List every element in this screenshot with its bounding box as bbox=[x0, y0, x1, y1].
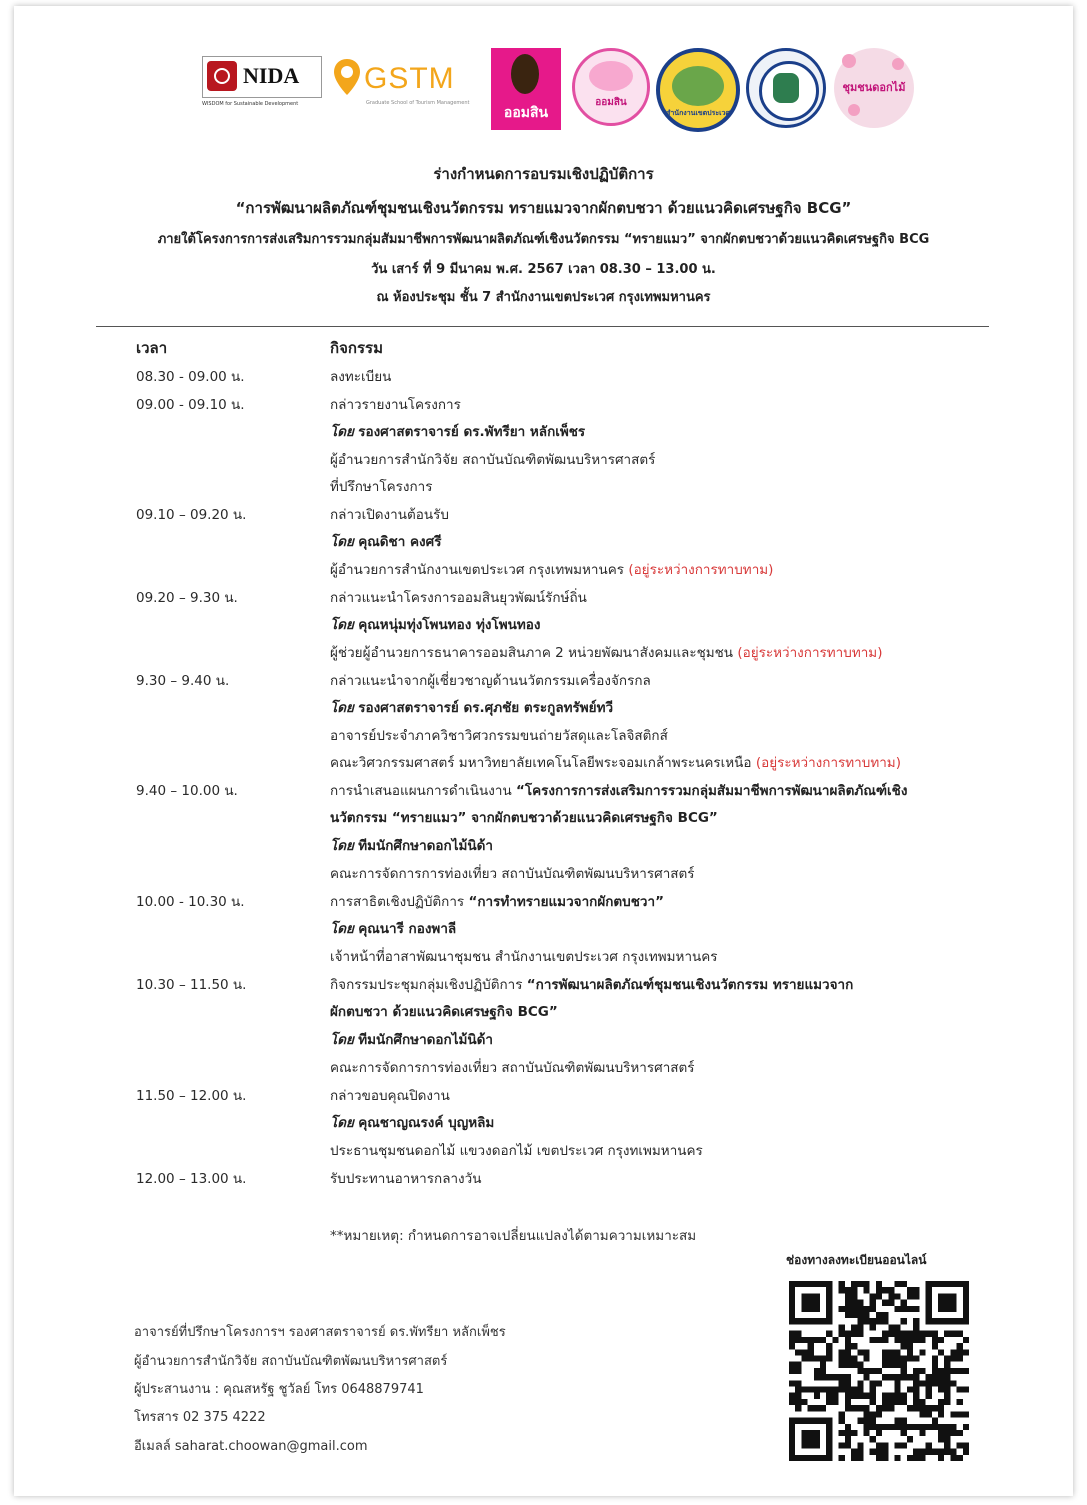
nida-logo bbox=[202, 56, 320, 111]
schedule-time: 9.30 – 9.40 น. bbox=[136, 673, 230, 689]
schedule-time: 12.00 – 13.00 น. bbox=[136, 1171, 247, 1187]
speaker-role bbox=[330, 641, 882, 663]
nida-tagline: WISDOM for Sustainable Development bbox=[202, 101, 299, 107]
by-label: โดย bbox=[330, 424, 354, 440]
speaker-line bbox=[330, 613, 540, 635]
speaker-role bbox=[330, 558, 773, 580]
pending-status: (อยู่ระหว่างการทาบทาม) bbox=[737, 645, 883, 661]
speaker-line bbox=[330, 420, 585, 442]
online-registration-label: ช่องทางลงทะเบียนออนไลน์ bbox=[786, 1253, 927, 1267]
gsb-logo bbox=[491, 48, 561, 130]
schedule-activity: กล่าวรายงานโครงการ bbox=[330, 397, 461, 413]
speaker-line bbox=[330, 530, 441, 552]
email-line: อีเมลล์ saharat.choowan@gmail.com bbox=[134, 1439, 368, 1454]
project-subtitle: ภายใต้โครงการการส่งเสริมการรวมกลุ่มสัมมาชีพการพัฒนาผลิตภัณฑ์เชิงนวัตกรรม “ทรายแมว” จากผักตบชวาด้วยแนวคิดเศรษฐกิจ BCG bbox=[157, 232, 930, 247]
schedule-time: 9.40 – 10.00 น. bbox=[136, 783, 238, 799]
schedule-time: 08.30 - 09.00 น. bbox=[136, 369, 245, 385]
column-header-time: เวลา bbox=[136, 339, 168, 357]
speaker-role: ที่ปรึกษาโครงการ bbox=[330, 479, 433, 495]
speaker-line bbox=[330, 834, 493, 856]
speaker-name: รองศาสตราจารย์ ดร.ศุภชัย ตระกูลทรัพย์ทวี bbox=[358, 700, 614, 716]
community-logo bbox=[834, 48, 914, 128]
event-venue: ณ ห้องประชุม ชั้น 7 สำนักงานเขตประเวศ กรุงเทพมหานคร bbox=[376, 290, 711, 305]
schedule-activity: กล่าวเปิดงานต้อนรับ bbox=[330, 507, 449, 523]
activity-text: การสาธิตเชิงปฏิบัติการ bbox=[330, 894, 465, 910]
qr-code-icon[interactable] bbox=[789, 1281, 969, 1461]
speaker-role: อาจารย์ประจำภาควิชาวิศวกรรมขนถ่ายวัสดุและโลจิสติกส์ bbox=[330, 728, 668, 744]
advisor-position: ผู้อำนวยการสำนักวิจัย สถาบันบัณฑิตพัฒนบริหารศาสตร์ bbox=[134, 1354, 448, 1369]
nida-logo-text: NIDA bbox=[243, 63, 300, 88]
schedule-activity: ลงทะเบียน bbox=[330, 369, 392, 385]
speaker-role-text: คณะวิศวกรรมศาสตร์ มหาวิทยาลัยเทคโนโลยีพระจอมเกล้าพระนครเหนือ bbox=[330, 755, 752, 771]
schedule-activity bbox=[330, 779, 907, 801]
speaker-role: คณะการจัดการการท่องเที่ยว สถาบันบัณฑิตพัฒนบริหารศาสตร์ bbox=[330, 1060, 695, 1076]
schedule-time: 09.10 – 09.20 น. bbox=[136, 507, 247, 523]
activity-highlight: “การทำทรายแมวจากผักตบชวา” bbox=[468, 894, 664, 910]
speaker-role: ประธานชุมชนดอกไม้ แขวงดอกไม้ เขตประเวศ กรุงทเพมหานคร bbox=[330, 1143, 703, 1159]
schedule-time: 09.20 – 9.30 น. bbox=[136, 590, 238, 606]
speaker-role: ผู้อำนวยการสำนักวิจัย สถาบันบัณฑิตพัฒนบริหารศาสตร์ bbox=[330, 452, 656, 468]
by-label: โดย bbox=[330, 534, 354, 550]
speaker-line bbox=[330, 696, 613, 718]
schedule-time: 10.30 – 11.50 น. bbox=[136, 977, 247, 993]
fax-line: โทรสาร 02 375 4222 bbox=[134, 1410, 266, 1425]
by-label: โดย bbox=[330, 1115, 354, 1131]
schedule-time: 11.50 – 12.00 น. bbox=[136, 1088, 247, 1104]
schedule-activity bbox=[330, 973, 853, 995]
speaker-role-text: ผู้ช่วยผู้อำนวยการธนาคารออมสินภาค 2 หน่วยพัฒนาสังคมและชุมชน bbox=[330, 645, 734, 661]
document-page bbox=[14, 6, 1073, 1496]
speaker-name: รองศาสตราจารย์ ดร.พัทรียา หลักเพ็ชร bbox=[358, 424, 586, 440]
university-seal bbox=[746, 48, 826, 128]
activity-highlight: ผักตบชวา ด้วยแนวคิดเศรษฐกิจ BCG” bbox=[330, 1004, 558, 1020]
speaker-role: คณะการจัดการการท่องเที่ยว สถาบันบัณฑิตพัฒนบริหารศาสตร์ bbox=[330, 866, 695, 882]
gstm-logo-text: GSTM bbox=[364, 62, 455, 95]
speaker-role: เจ้าหน้าที่อาสาพัฒนาชุมชน สำนักงานเขตประเวศ กรุงเทพมหานคร bbox=[330, 949, 718, 965]
speaker-line bbox=[330, 1028, 493, 1050]
speaker-name: คุณหนุ่มทุ่งโพนทอง ทุ่งโพนทอง bbox=[358, 617, 541, 633]
speaker-name: คุณดิชา คงศรี bbox=[358, 534, 442, 550]
coordinator-line: ผู้ประสานงาน : คุณสหรัฐ ชูวัลย์ โทร 0648879741 bbox=[134, 1382, 424, 1397]
activity-highlight: “การพัฒนาผลิตภัณฑ์ชุมชนเชิงนวัตกรรม ทรายแมวจาก bbox=[526, 977, 854, 993]
schedule-activity: กล่าวแนะนำโครงการออมสินยุวพัฒน์รักษ์ถิ่น bbox=[330, 590, 587, 606]
by-label: โดย bbox=[330, 921, 354, 937]
by-label: โดย bbox=[330, 700, 354, 716]
workshop-title: “การพัฒนาผลิตภัณฑ์ชุมชนเชิงนวัตกรรม ทรายแมวจากผักตบชวา ด้วยแนวคิดเศรษฐกิจ BCG” bbox=[235, 199, 852, 217]
pending-status: (อยู่ระหว่างการทาบทาม) bbox=[755, 755, 901, 771]
activity-text: กิจกรรมประชุมกลุ่มเชิงปฏิบัติการ bbox=[330, 977, 523, 993]
document-title: ร่างกำหนดการอบรมเชิงปฏิบัติการ bbox=[433, 165, 654, 183]
schedule-activity: กล่าวแนะนำจากผู้เชี่ยวชาญด้านนวัตกรรมเครื่องจักรกล bbox=[330, 673, 651, 689]
schedule-time: 10.00 - 10.30 น. bbox=[136, 894, 245, 910]
nida-seal-icon bbox=[207, 61, 237, 91]
schedule-activity: กล่าวขอบคุณปิดงาน bbox=[330, 1088, 450, 1104]
speaker-name: ทีมนักศึกษาดอกไม้นิด้า bbox=[358, 838, 493, 854]
schedule-activity: รับประทานอาหารกลางวัน bbox=[330, 1171, 482, 1187]
gsb-youth-logo-text: ออมสิน bbox=[595, 97, 627, 108]
gsb-youth-logo bbox=[572, 48, 650, 126]
event-date: วัน เสาร์ ที่ 9 มีนาคม พ.ศ. 2567 เวลา 08.30 – 13.00 น. bbox=[371, 262, 716, 277]
speaker-line bbox=[330, 1111, 494, 1133]
by-label: โดย bbox=[330, 838, 354, 854]
advisor-line: อาจารย์ที่ปรึกษาโครงการฯ รองศาสตราจารย์ ดร.พัทรียา หลักเพ็ชร bbox=[134, 1325, 506, 1340]
by-label: โดย bbox=[330, 1032, 354, 1048]
logo-row bbox=[14, 46, 1073, 136]
schedule-activity bbox=[330, 890, 664, 912]
schedule-time: 09.00 - 09.10 น. bbox=[136, 397, 245, 413]
activity-highlight: “โครงการการส่งเสริมการรวมกลุ่มสัมมาชีพการพัฒนาผลิตภัณฑ์เชิง bbox=[515, 783, 908, 799]
gsb-logo-text: ออมสิน bbox=[503, 105, 549, 121]
speaker-line bbox=[330, 917, 456, 939]
schedule-note: **หมายเหตุ: กำหนดการอาจเปลี่ยนแปลงได้ตามความเหมาะสม bbox=[330, 1228, 697, 1244]
activity-text: การนำเสนอแผนการดำเนินงาน bbox=[330, 783, 512, 799]
activity-highlight: นวัตกรรม “ทรายแมว” จากผักตบชวาด้วยแนวคิดเศรษฐกิจ BCG” bbox=[330, 810, 718, 826]
community-logo-text: ชุมชนดอกไม้ bbox=[842, 81, 906, 94]
district-office-seal-text: สำนักงานเขตประเวศ bbox=[666, 109, 730, 117]
royal-emblem-icon bbox=[511, 54, 539, 94]
district-office-seal bbox=[656, 48, 740, 132]
speaker-name: ทีมนักศึกษาดอกไม้นิด้า bbox=[358, 1032, 493, 1048]
header-divider bbox=[96, 326, 989, 327]
speaker-name: คุณชาญณรงค์ บุญหลิม bbox=[358, 1115, 495, 1131]
pending-status: (อยู่ระหว่างการทาบทาม) bbox=[628, 562, 774, 578]
location-pin-icon bbox=[332, 58, 362, 96]
speaker-role-text: ผู้อำนวยการสำนักงานเขตประเวศ กรุงเทพมหานคร bbox=[330, 562, 625, 578]
gstm-logo bbox=[332, 56, 482, 111]
gstm-tagline: Graduate School of Tourism Management bbox=[366, 100, 470, 106]
by-label: โดย bbox=[330, 617, 354, 633]
speaker-role bbox=[330, 751, 901, 773]
speaker-name: คุณนารี กองพาลี bbox=[358, 921, 457, 937]
column-header-activity: กิจกรรม bbox=[330, 339, 383, 357]
